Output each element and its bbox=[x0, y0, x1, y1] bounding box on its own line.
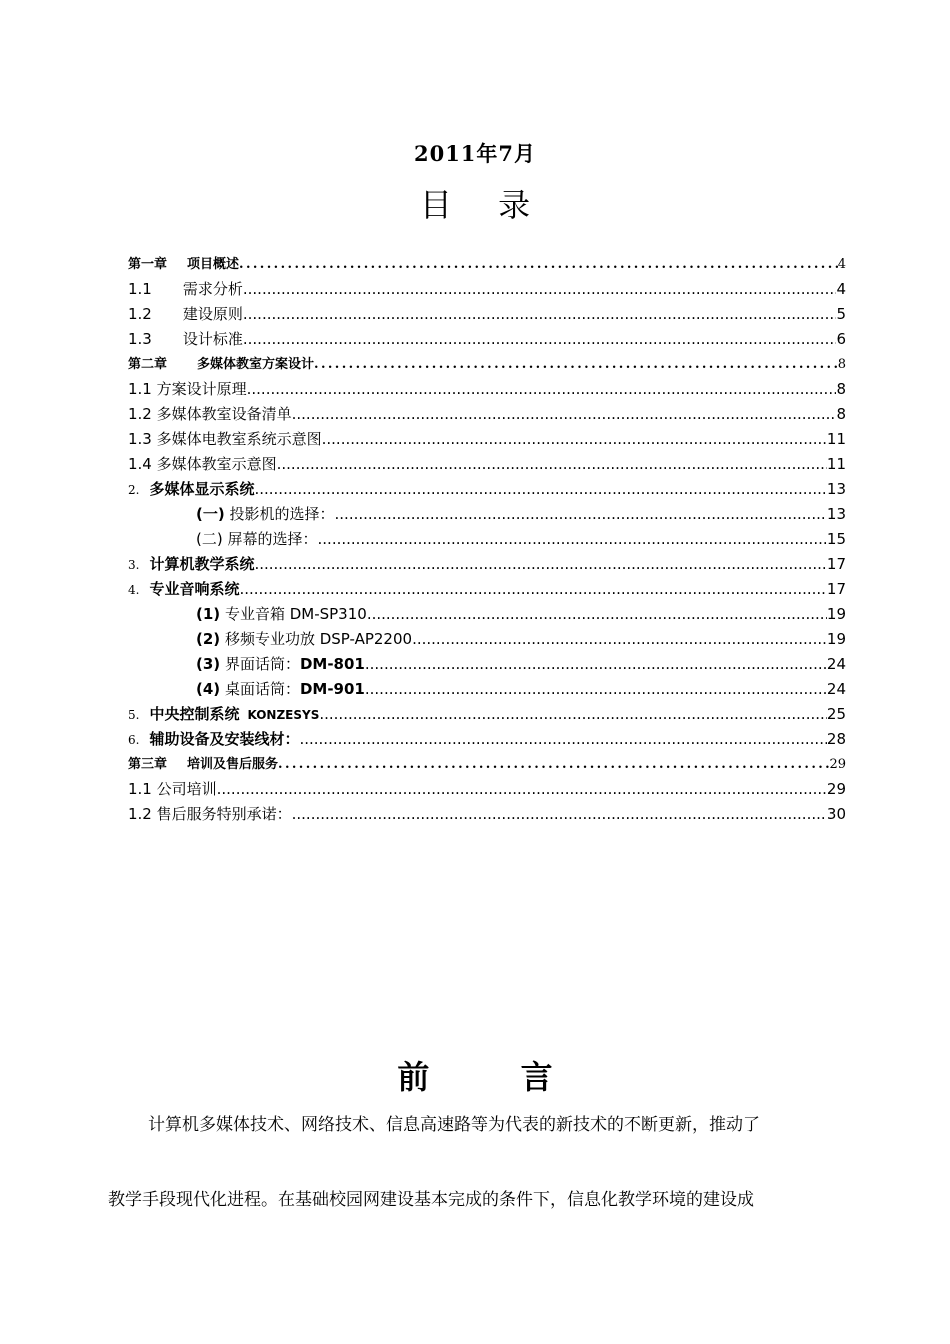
toc-entry[interactable] bbox=[128, 802, 846, 827]
toc-entry-text: 专业音箱 DM-SP310 bbox=[224, 605, 367, 623]
dot-leader bbox=[292, 402, 837, 427]
toc-entry-page: 29 bbox=[826, 780, 846, 798]
toc-entry-prefix: 5. bbox=[128, 708, 140, 722]
toc-entry[interactable] bbox=[128, 452, 846, 477]
toc-entry-prefix: 1.3 bbox=[128, 330, 152, 348]
toc-entry[interactable] bbox=[128, 727, 846, 752]
toc-entry-page: 11 bbox=[826, 430, 846, 448]
toc-entry[interactable] bbox=[128, 627, 846, 652]
toc-entry-model: DM-801 bbox=[299, 655, 365, 673]
toc-entry-page: 13 bbox=[826, 480, 846, 498]
toc-entry-model: DM-901 bbox=[299, 680, 365, 698]
toc-entry-text: 多媒体显示系统 bbox=[149, 480, 255, 498]
dot-leader bbox=[254, 477, 826, 502]
toc-entry-text: 专业音响系统 bbox=[149, 580, 240, 598]
dot-leader bbox=[247, 377, 837, 402]
dot-leader bbox=[318, 527, 827, 552]
toc-entry-prefix: 6. bbox=[128, 733, 140, 747]
toc-entry-prefix: 第二章 bbox=[128, 357, 168, 372]
toc-entry-prefix: 3. bbox=[128, 558, 140, 572]
toc-entry-page: 4 bbox=[837, 257, 846, 272]
toc-entry-page: 19 bbox=[826, 630, 846, 648]
toc-entry-text: 多媒体教室方案设计 bbox=[197, 357, 315, 372]
toc-entry-page: 30 bbox=[826, 805, 846, 823]
toc-entry-page: 8 bbox=[837, 357, 846, 372]
toc-entry-page: 8 bbox=[836, 380, 846, 398]
toc-entry-text: 辅助设备及安装线材： bbox=[149, 730, 300, 748]
preface-paragraph-line: 教学手段现代化进程。在基础校园网建设基本完成的条件下，信息化教学环境的建设成 bbox=[108, 1190, 754, 1210]
toc-entry[interactable] bbox=[128, 552, 846, 577]
dot-leader bbox=[322, 427, 827, 452]
dot-leader bbox=[239, 577, 826, 602]
preface-paragraph-line: 计算机多媒体技术、网络技术、信息高速路等为代表的新技术的不断更新，推动了 bbox=[148, 1115, 760, 1135]
table-of-contents bbox=[128, 252, 846, 827]
toc-entry[interactable] bbox=[128, 577, 846, 602]
toc-entry-text: 1.3 多媒体电教室系统示意图 bbox=[128, 430, 322, 448]
toc-entry[interactable] bbox=[128, 327, 846, 352]
toc-entry-text: 建设原则 bbox=[182, 305, 243, 323]
dot-leader bbox=[254, 552, 826, 577]
dot-leader bbox=[217, 777, 827, 802]
toc-entry[interactable] bbox=[128, 527, 846, 552]
toc-entry-page: 8 bbox=[836, 405, 846, 423]
toc-entry-text: 1.2 售后服务特别承诺： bbox=[128, 805, 292, 823]
dot-leader bbox=[243, 327, 837, 352]
toc-entry-page: 24 bbox=[826, 655, 846, 673]
toc-entry[interactable] bbox=[128, 302, 846, 327]
toc-entry-text: 桌面话筒： bbox=[224, 680, 300, 698]
toc-entry[interactable] bbox=[128, 777, 846, 802]
toc-entry-text: 需求分析 bbox=[182, 280, 243, 298]
toc-entry[interactable] bbox=[128, 702, 846, 727]
toc-entry[interactable] bbox=[128, 602, 846, 627]
toc-entry-prefix: 2. bbox=[128, 483, 140, 497]
dot-leader bbox=[299, 727, 826, 752]
toc-entry-page: 29 bbox=[829, 757, 846, 772]
dot-leader bbox=[239, 252, 838, 277]
toc-entry-text: 1.1 公司培训 bbox=[128, 780, 217, 798]
toc-entry-page: 25 bbox=[826, 705, 846, 723]
dot-leader bbox=[243, 277, 837, 302]
toc-entry[interactable] bbox=[128, 252, 846, 277]
toc-entry-text: 屏幕的选择： bbox=[227, 530, 318, 548]
toc-entry-page: 19 bbox=[826, 605, 846, 623]
toc-entry-extra: KONZESYS bbox=[247, 708, 320, 722]
toc-entry-text: 1.4 多媒体教室示意图 bbox=[128, 455, 277, 473]
dot-leader bbox=[365, 652, 827, 677]
dot-leader bbox=[412, 627, 827, 652]
toc-entry-prefix: (1) bbox=[196, 605, 221, 623]
toc-entry-page: 5 bbox=[836, 305, 846, 323]
toc-entry-text: 1.1 方案设计原理 bbox=[128, 380, 247, 398]
dot-leader bbox=[243, 302, 837, 327]
dot-leader bbox=[365, 677, 827, 702]
toc-entry[interactable] bbox=[128, 402, 846, 427]
toc-entry[interactable] bbox=[128, 377, 846, 402]
toc-entry-prefix: 第三章 bbox=[128, 757, 168, 772]
toc-title: 目 录 bbox=[419, 186, 549, 224]
toc-entry-text: 1.2 多媒体教室设备清单 bbox=[128, 405, 292, 423]
toc-entry-page: 28 bbox=[826, 730, 846, 748]
document-date: 2011年7月 bbox=[413, 141, 537, 166]
dot-leader bbox=[319, 702, 827, 727]
toc-entry-page: 4 bbox=[836, 280, 846, 298]
toc-entry-prefix: 1.2 bbox=[128, 305, 152, 323]
toc-entry-prefix: (3) bbox=[196, 655, 221, 673]
dot-leader bbox=[277, 452, 827, 477]
toc-entry-page: 15 bbox=[826, 530, 846, 548]
preface-title: 前 言 bbox=[397, 1058, 593, 1096]
toc-entry-prefix: 1.1 bbox=[128, 280, 152, 298]
toc-entry[interactable] bbox=[128, 677, 846, 702]
toc-entry-text: 移频专业功放 DSP-AP2200 bbox=[224, 630, 413, 648]
toc-entry-prefix: (一) bbox=[196, 505, 225, 523]
toc-entry[interactable] bbox=[128, 477, 846, 502]
toc-entry[interactable] bbox=[128, 752, 846, 777]
toc-entry-prefix: (二) bbox=[196, 530, 223, 548]
toc-entry-page: 17 bbox=[826, 555, 846, 573]
toc-entry[interactable] bbox=[128, 352, 846, 377]
toc-entry-prefix: (2) bbox=[196, 630, 221, 648]
toc-entry-text: 设计标准 bbox=[182, 330, 243, 348]
toc-entry[interactable] bbox=[128, 427, 846, 452]
toc-entry-page: 24 bbox=[826, 680, 846, 698]
toc-entry-page: 6 bbox=[836, 330, 846, 348]
dot-leader bbox=[314, 352, 838, 377]
toc-entry-text: 投影机的选择： bbox=[229, 505, 335, 523]
toc-entry-text: 项目概述 bbox=[187, 257, 240, 272]
toc-entry-text: 中央控制系统 bbox=[149, 705, 240, 723]
toc-entry[interactable] bbox=[128, 502, 846, 527]
toc-entry[interactable] bbox=[128, 277, 846, 302]
toc-entry-text: 界面话筒： bbox=[224, 655, 300, 673]
toc-entry-page: 13 bbox=[826, 505, 846, 523]
toc-entry-prefix: 第一章 bbox=[128, 257, 168, 272]
dot-leader bbox=[278, 752, 829, 777]
dot-leader bbox=[367, 602, 827, 627]
toc-entry-prefix: (4) bbox=[196, 680, 221, 698]
toc-entry-prefix: 4. bbox=[128, 583, 140, 597]
dot-leader bbox=[292, 802, 827, 827]
toc-entry-text: 培训及售后服务 bbox=[187, 757, 279, 772]
dot-leader bbox=[335, 502, 827, 527]
toc-entry[interactable] bbox=[128, 652, 846, 677]
toc-entry-text: 计算机教学系统 bbox=[149, 555, 255, 573]
toc-entry-page: 11 bbox=[826, 455, 846, 473]
toc-entry-page: 17 bbox=[826, 580, 846, 598]
